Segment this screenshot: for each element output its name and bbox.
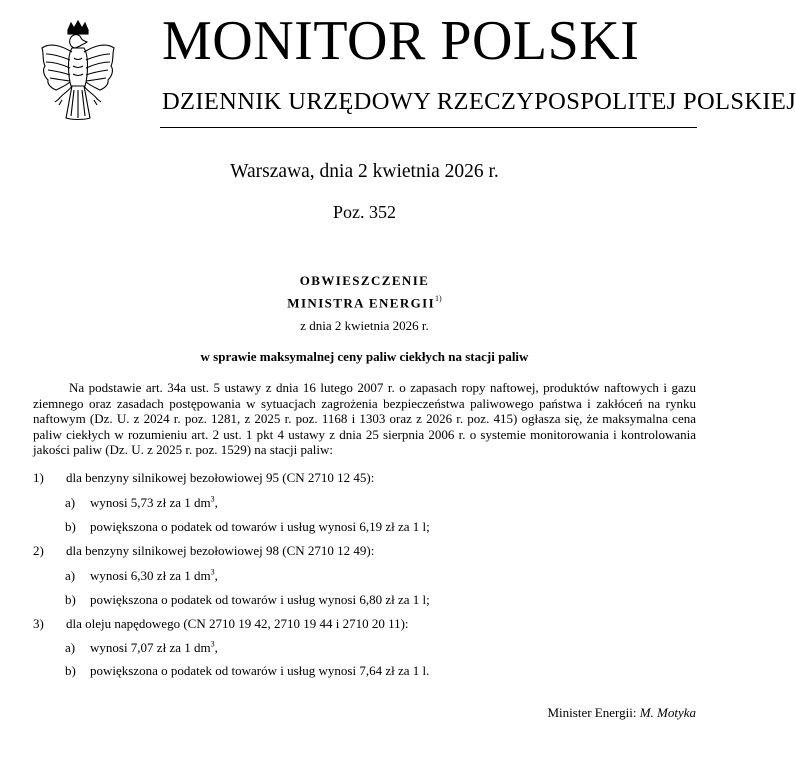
document-date: z dnia 2 kwietnia 2026 r. bbox=[300, 318, 429, 333]
sub-item-text: powiększona o podatek od towarów i usług wynosi 6,80 zł za 1 l; bbox=[90, 592, 430, 607]
sub-item bbox=[65, 592, 685, 608]
sub-item-end: , bbox=[214, 640, 218, 655]
list-item bbox=[33, 543, 693, 559]
sub-item-letter: a) bbox=[65, 640, 76, 655]
signatory-role: Minister Energii: bbox=[547, 705, 637, 720]
document-type: OBWIESZCZENIE bbox=[299, 273, 430, 288]
item-label: dla benzyny silnikowej bezołowiowej 98 (CN 2710 12 49): bbox=[66, 543, 375, 558]
sub-item bbox=[65, 663, 685, 679]
list-item bbox=[33, 616, 693, 632]
sub-item-letter: b) bbox=[65, 592, 76, 607]
item-label: dla benzyny silnikowej bezołowiowej 95 (CN 2710 12 45): bbox=[66, 470, 375, 485]
sub-item-letter: b) bbox=[65, 663, 76, 678]
authority-name: MINISTRA ENERGII bbox=[287, 295, 436, 311]
sub-item-text: wynosi 6,30 zł za 1 dm bbox=[90, 568, 211, 583]
position-number: Poz. 352 bbox=[333, 202, 396, 222]
sub-item bbox=[65, 519, 685, 535]
sub-item-letter: a) bbox=[65, 495, 76, 510]
issuing-authority bbox=[0, 292, 729, 311]
signatory-name: M. Motyka bbox=[639, 705, 696, 720]
sub-item-text: wynosi 7,07 zł za 1 dm bbox=[90, 640, 211, 655]
unit-exponent: 3 bbox=[210, 494, 215, 504]
sub-item-text: powiększona o podatek od towarów i usług wynosi 7,64 zł za 1 l. bbox=[90, 663, 430, 678]
item-number: 1) bbox=[33, 470, 44, 485]
footnote-marker: 1) bbox=[435, 294, 442, 303]
unit-exponent: 3 bbox=[210, 639, 215, 649]
masthead-title: MONITOR POLSKI bbox=[162, 10, 640, 72]
sub-item-letter: b) bbox=[65, 519, 76, 534]
item-label: dla oleju napędowego (CN 2710 19 42, 2710 19 44 i 2710 20 11): bbox=[66, 616, 409, 631]
sub-item-text: wynosi 5,73 zł za 1 dm bbox=[90, 495, 211, 510]
sub-item-end: , bbox=[214, 495, 218, 510]
sub-item-text: powiększona o podatek od towarów i usług wynosi 6,19 zł za 1 l; bbox=[90, 519, 430, 534]
dateline: Warszawa, dnia 2 kwietnia 2026 r. bbox=[230, 161, 499, 182]
sub-item-letter: a) bbox=[65, 568, 76, 583]
sub-item bbox=[65, 568, 685, 584]
signature bbox=[547, 705, 696, 721]
item-number: 3) bbox=[33, 616, 44, 631]
sub-item-end: , bbox=[214, 568, 218, 583]
masthead-rule bbox=[160, 127, 697, 128]
document-subject: w sprawie maksymalnej ceny paliw ciekłych na stacji paliw bbox=[200, 349, 529, 364]
unit-exponent: 3 bbox=[210, 567, 215, 577]
sub-item bbox=[65, 640, 685, 656]
item-number: 2) bbox=[33, 543, 44, 558]
polish-eagle-emblem bbox=[38, 20, 118, 130]
sub-item bbox=[65, 495, 685, 511]
list-item bbox=[33, 470, 693, 486]
legal-basis-paragraph: Na podstawie art. 34a ust. 5 ustawy z dnia 16 lutego 2007 r. o zapasach ropy naftowej, produktów naftowych i gazu ziemnego oraz zasadach postępowania w sytuacjach zagrożenia bezpieczeństwa paliwowego państwa i zakłóceń na rynku naftowym (Dz. U. z 2024 r. poz. 1281, z 2025 r. poz. 1168 i 1303 oraz z 2026 r. poz. 415) ogłasza się, że maksymalna cena paliw ciekłych w rozumieniu art. 2 ust. 1 pkt 4 ustawy z dnia 25 sierpnia 2006 r. o systemie monitorowania i kontrolowania jakości paliw (Dz. U. z 2025 r. poz. 1529) na stacji paliw: bbox=[33, 380, 696, 457]
masthead-subtitle: DZIENNIK URZĘDOWY RZECZYPOSPOLITEJ POLSKIEJ bbox=[162, 88, 796, 115]
